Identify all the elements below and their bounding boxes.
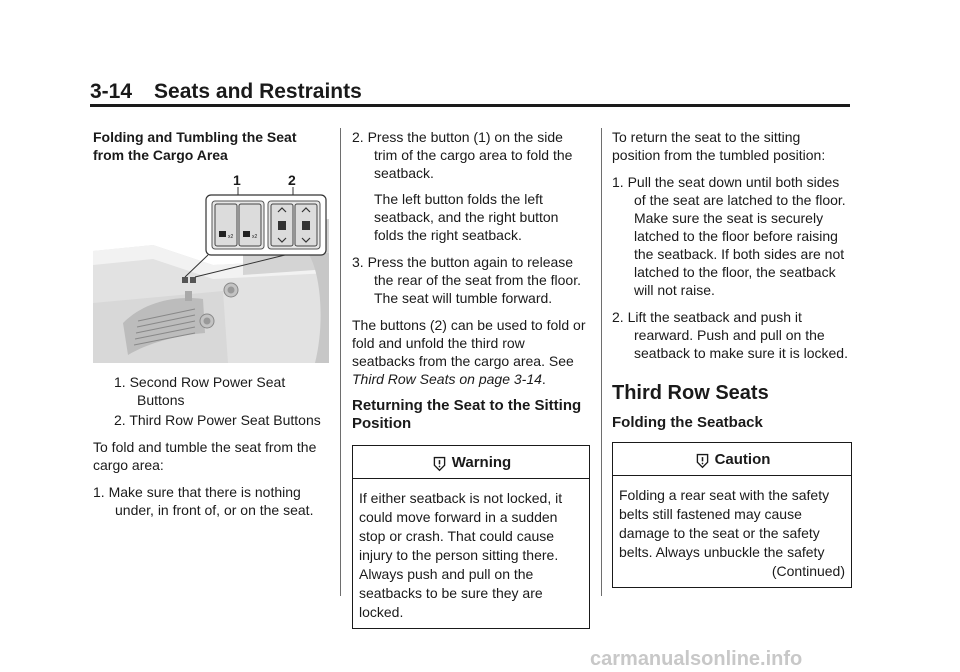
figure-caption-1: 1. Second Row Power Seat Buttons	[114, 374, 286, 408]
caution-body: Folding a rear seat with the safety belts still fastened may cause damage to the seat or the safety belts. Always unbuckle the safety (Continued)	[619, 487, 845, 579]
watermark: carmanualsonline.info	[590, 648, 803, 670]
folding-seatback-heading: Folding the Seatback	[612, 414, 763, 431]
continued-label: (Continued)	[771, 563, 845, 579]
column-1	[93, 128, 329, 528]
svg-text:x2: x2	[228, 234, 234, 240]
figure-callout-1: 1	[233, 172, 241, 188]
third-row-seats-title: Third Row Seats	[612, 382, 769, 404]
column-3	[612, 128, 852, 588]
svg-text:x2: x2	[252, 234, 258, 240]
caution-icon	[694, 452, 711, 469]
page-number: 3-14	[90, 80, 133, 103]
cargo-area-illustration	[93, 173, 329, 363]
return-step-2: 2. Lift the seatback and push it rearward. Push and pull on the seatback to make sure it is locked.	[612, 309, 848, 361]
page-title: Seats and Restraints	[154, 80, 362, 103]
warning-icon	[431, 455, 448, 472]
caution-box	[612, 442, 852, 588]
returning-heading: Returning the Seat to the Sitting Position	[352, 397, 582, 432]
cross-reference-link[interactable]: Third Row Seats on page 3-14	[352, 371, 542, 387]
warning-header: Warning	[353, 446, 589, 479]
step-1: 1. Make sure that there is nothing under, in front of, or on the seat.	[93, 484, 314, 518]
column-divider-2	[601, 128, 602, 596]
intro-paragraph: To fold and tumble the seat from the cargo area:	[93, 439, 317, 473]
page-header	[90, 80, 362, 104]
third-row-paragraph: The buttons (2) can be used to fold or fold and unfold the third row seatbacks from the cargo area. See Third Row Seats on page 3-14.	[352, 317, 586, 387]
warning-body: If either seatback is not locked, it could move forward in a sudden stop or crash. That could cause injury to the person sitting there. Always push and pull on the seatbacks to be sure they are locked.	[359, 490, 563, 620]
column-divider-1	[340, 128, 341, 596]
warning-box	[352, 445, 590, 629]
caution-header: Caution	[613, 443, 851, 476]
return-step-1: 1. Pull the seat down until both sides of the seat are latched to the floor. Make sure the seat is securely latched to the floor before raising the seatback. If both sides are not latched to the floor, the seatback will not raise.	[612, 174, 846, 298]
figure-callout-2: 2	[288, 172, 296, 188]
step-2: 2. Press the button (1) on the side trim of the cargo area to fold the seatback. The left button folds the left seatback, and the right button folds the right seatback.	[352, 129, 573, 243]
return-intro: To return the seat to the sitting position from the tumbled position:	[612, 129, 826, 163]
header-rule	[90, 104, 850, 107]
section-heading: Folding and Tumbling the Seat from the Cargo Area	[93, 129, 297, 163]
step-3: 3. Press the button again to release the rear of the seat from the floor. The seat will tumble forward.	[352, 254, 581, 306]
cargo-buttons-figure	[93, 173, 329, 363]
column-2	[352, 128, 590, 629]
figure-caption-2: 2. Third Row Power Seat Buttons	[114, 412, 321, 428]
